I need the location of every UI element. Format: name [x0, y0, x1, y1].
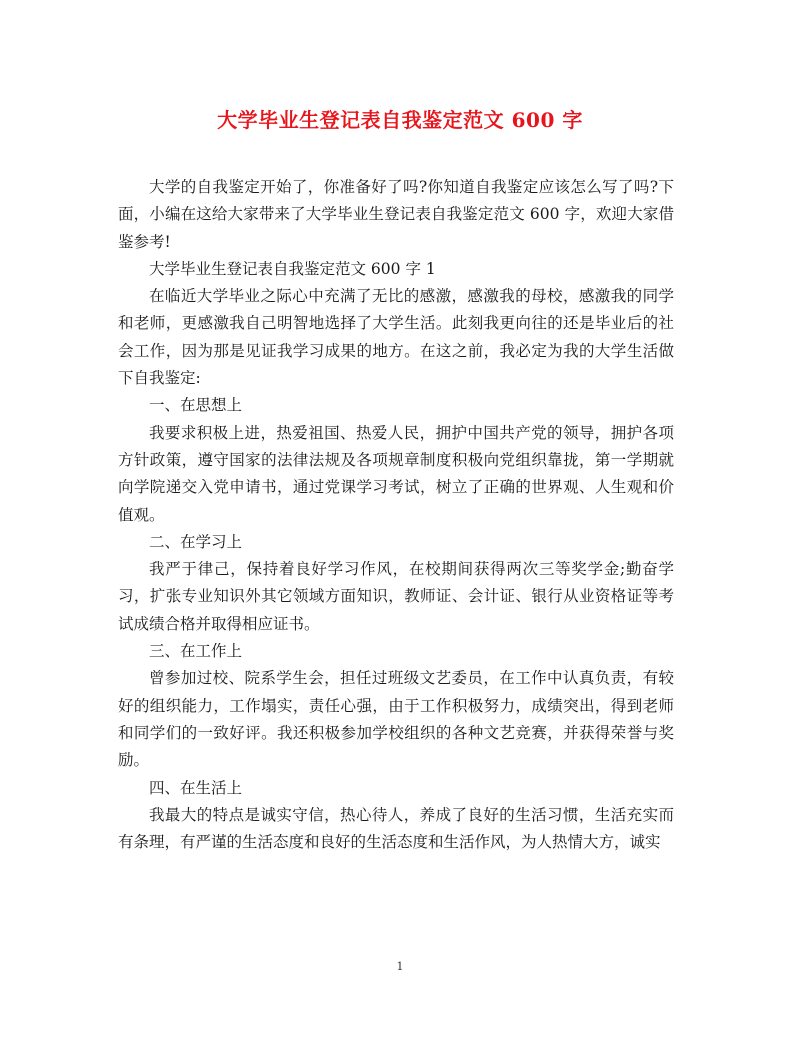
document-body	[118, 174, 674, 856]
section-heading-life: 四、在生活上	[149, 778, 243, 797]
body-paragraph: 在临近大学毕业之际心中充满了无比的感激，感激我的母校，感激我的同学和老师，更感激我自己明智地选择了大学生活。此刻我更向往的还是毕业后的社会工作，因为那是见证我学习成果的地方。在这之前，我必定为我的大学生活做下自我鉴定:	[118, 287, 674, 388]
body-paragraph: 曾参加过校、院系学生会，担任过班级文艺委员，在工作中认真负责，有较好的组织能力，工作塌实，责任心强，由于工作积极努力，成绩突出，得到老师和同学们的一致好评。我还积极参加学校组织的各种文艺竞赛，并获得荣誉与奖励。	[118, 669, 674, 770]
body-paragraph: 我最大的特点是诚实守信，热心待人，养成了良好的生活习惯，生活充实而有条理，有严谨的生活态度和良好的生活态度和生活作风，为人热情大方，诚实	[118, 805, 674, 852]
sample-heading: 大学毕业生登记表自我鉴定范文 600 字 1	[149, 259, 436, 278]
body-paragraph: 我严于律己，保持着良好学习作风，在校期间获得两次三等奖学金;勤奋学习，扩张专业知识外其它领域方面知识，教师证、会计证、银行从业资格证等考试成绩合格并取得相应证书。	[118, 560, 674, 633]
section-heading-work: 三、在工作上	[149, 642, 243, 661]
intro-paragraph: 大学的自我鉴定开始了，你准备好了吗?你知道自我鉴定应该怎么写了吗?下面，小编在这给大家带来了大学毕业生登记表自我鉴定范文 600 字，欢迎大家借鉴参考!	[118, 178, 674, 251]
page-number: 1	[396, 960, 404, 973]
document-title: 大学毕业生登记表自我鉴定范文 600 字	[217, 108, 583, 132]
section-heading-study: 二、在学习上	[149, 532, 243, 551]
section-heading-thought: 一、在思想上	[149, 396, 243, 415]
body-paragraph: 我要求积极上进，热爱祖国、热爱人民，拥护中国共产党的领导，拥护各项方针政策，遵守国家的法律法规及各项规章制度积极向党组织靠拢，第一学期就向学院递交入党申请书，通过党课学习考试，树立了正确的世界观、人生观和价值观。	[118, 423, 674, 524]
